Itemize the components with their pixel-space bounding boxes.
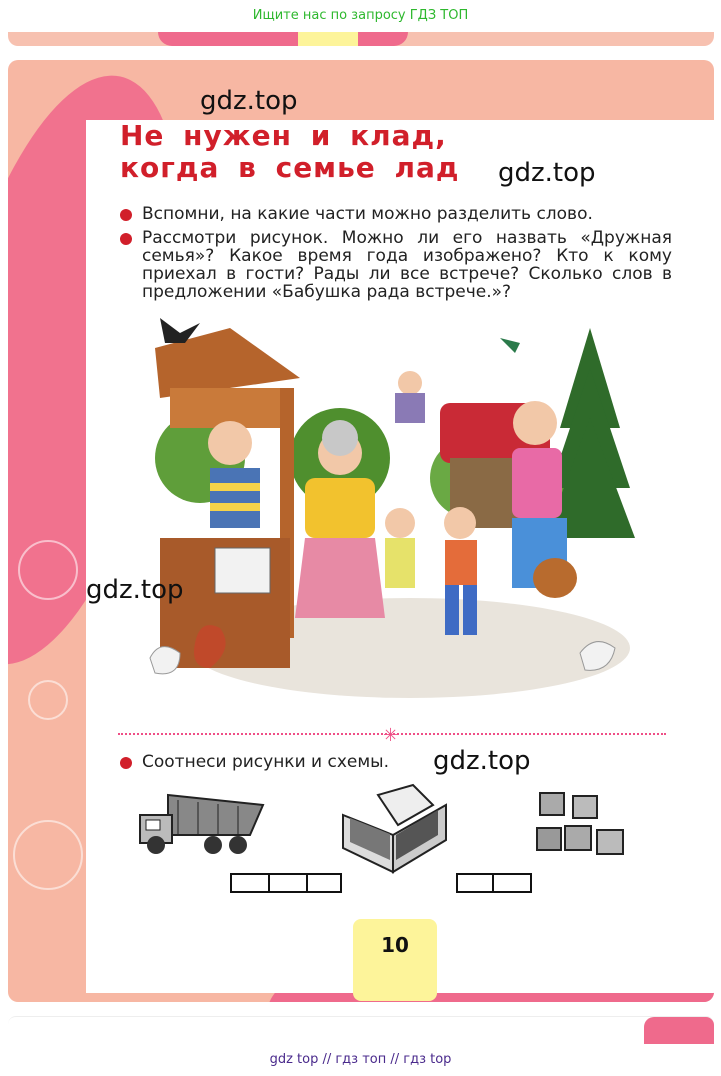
- banner-link[interactable]: Ищите нас по запросу ГДЗ ТОП: [252, 8, 469, 23]
- title-line-1: Не нужен и клад,: [120, 119, 447, 152]
- bullet-icon: [120, 757, 132, 769]
- task-1-text: Вспомни, на какие части можно разделить слово.: [142, 204, 593, 224]
- watermark: gdz.top: [498, 158, 596, 188]
- page-number: 10: [381, 933, 409, 957]
- cubes-image: [535, 788, 627, 860]
- task-2: [120, 229, 672, 301]
- watermark: gdz.top: [433, 746, 531, 776]
- yellow-decor: [298, 32, 358, 46]
- title-line-2: когда в семье лад: [120, 151, 460, 184]
- floral-decor: [13, 820, 83, 890]
- star-icon: ✳: [383, 725, 399, 745]
- pink-decor: [644, 1017, 714, 1047]
- task-1: [120, 205, 650, 223]
- family-illustration: [140, 308, 636, 706]
- scheme-cell: [494, 875, 530, 891]
- task-2-text: Рассмотри рисунок. Можно ли его назвать «Дружная семья»? Какое время года изображено? Кто к кому приехал в гости? Рады ли все встрече? Сколько слов в предложении «Бабушка рада встрече.»?: [142, 228, 672, 302]
- word-scheme-2: [456, 873, 532, 893]
- previous-page-edge: [8, 32, 714, 46]
- watermark: gdz.top: [86, 575, 184, 605]
- floral-decor: [28, 680, 68, 720]
- truck-image: [138, 790, 266, 856]
- bullet-icon: [120, 233, 132, 245]
- bullet-icon: [120, 209, 132, 221]
- scheme-cell: [232, 875, 270, 891]
- page-number-tab: [353, 919, 437, 1001]
- task-3: [120, 753, 420, 771]
- watermark: gdz.top: [200, 86, 298, 116]
- word-scheme-1: [230, 873, 342, 893]
- task-3-text: Соотнеси рисунки и схемы.: [142, 752, 389, 772]
- footer-links[interactable]: gdz top // гдз топ // гдз top: [269, 1052, 452, 1067]
- next-page-edge: [8, 1016, 714, 1046]
- pink-decor: [158, 32, 408, 46]
- top-banner[interactable]: [0, 0, 721, 32]
- scheme-cell: [270, 875, 308, 891]
- scheme-cell: [458, 875, 494, 891]
- footer[interactable]: [0, 1044, 721, 1076]
- lesson-title: [120, 120, 460, 184]
- floral-decor: [18, 540, 78, 600]
- scheme-cell: [308, 875, 340, 891]
- book-image: [338, 780, 450, 875]
